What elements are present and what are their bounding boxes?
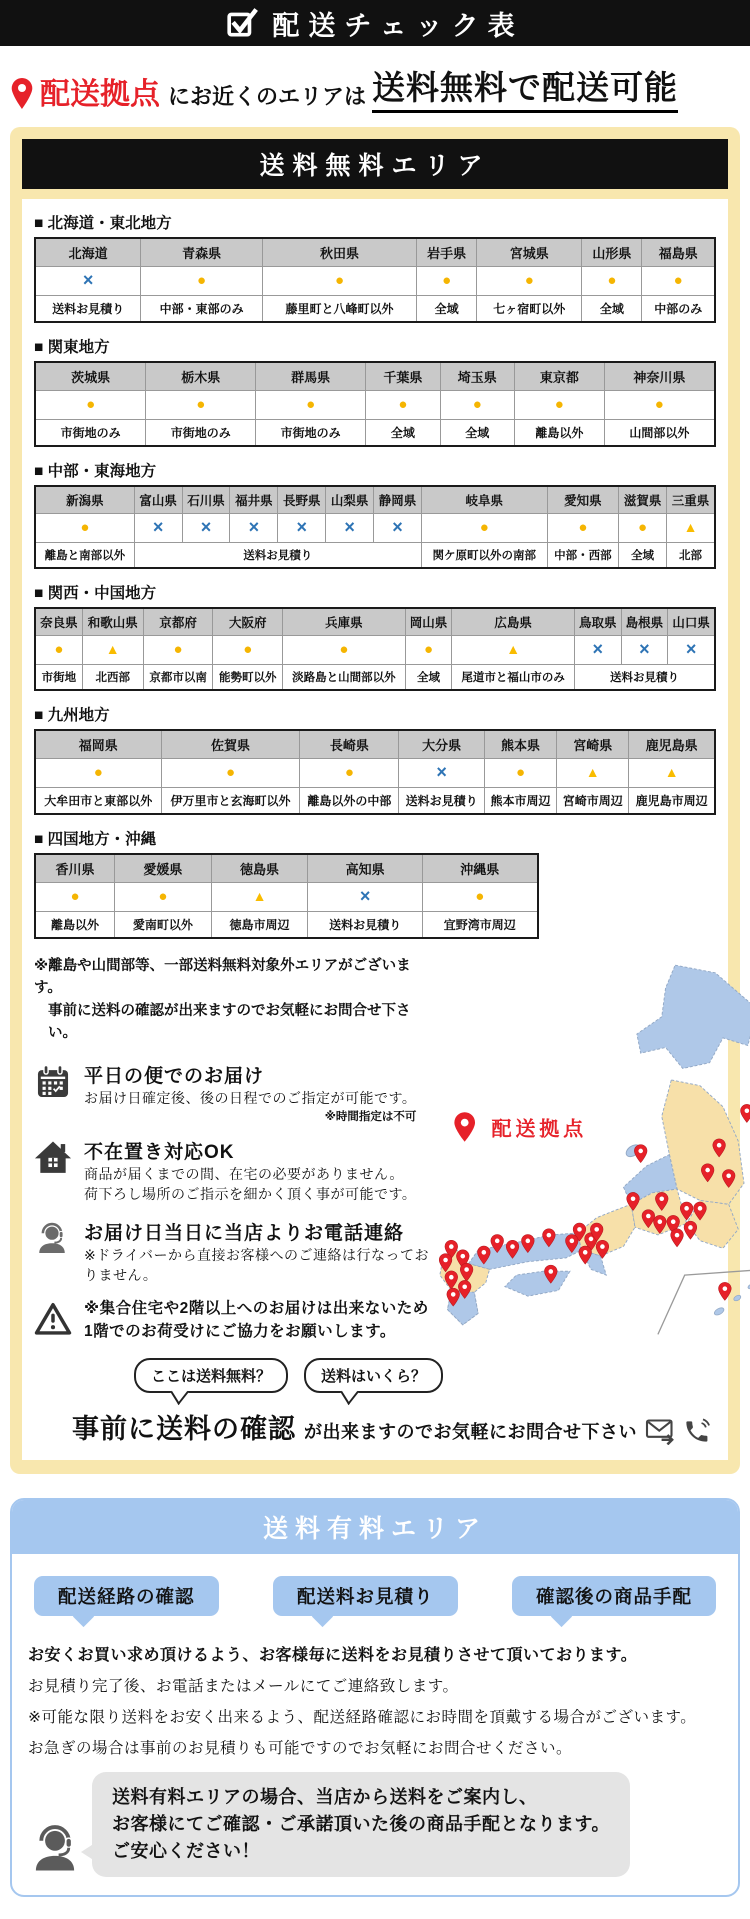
intro-highlight: 送料無料で配送可能 (372, 62, 678, 113)
area-note-cell: 離島以外の中部 (300, 788, 399, 815)
circle-mark: ● (70, 888, 80, 905)
area-note-cell: 京都市以南 (143, 665, 213, 691)
region-section (34, 335, 716, 447)
pref-header-cell: 滋賀県 (619, 486, 667, 514)
availability-mark-cell (82, 636, 143, 665)
cross-mark: × (296, 517, 307, 537)
availability-mark-cell (35, 883, 115, 912)
cross-mark: × (392, 517, 403, 537)
delivery-point-pin (741, 1104, 750, 1122)
availability-mark-cell (399, 759, 485, 788)
pref-header-cell: 高知県 (308, 854, 423, 883)
pref-header-cell: 愛媛県 (115, 854, 212, 883)
cross-mark: × (639, 639, 650, 659)
circle-mark: ● (472, 396, 482, 413)
pref-header-cell: 福岡県 (35, 730, 161, 759)
availability-mark-cell (621, 636, 668, 665)
circle-mark: ● (475, 888, 485, 905)
circle-mark: ● (86, 396, 96, 413)
area-note-cell: 送料お見積り (35, 296, 141, 323)
free-shipping-area-box (10, 127, 740, 1474)
feature-item (34, 1137, 436, 1205)
pref-header-cell: 愛知県 (547, 486, 618, 514)
cross-mark: × (200, 517, 212, 537)
availability-mark-cell (326, 514, 374, 543)
region-title: ■ 関西・中国地方 (34, 585, 157, 602)
region-title: ■ 関東地方 (34, 339, 110, 356)
pref-header-cell: 島根県 (621, 608, 668, 636)
availability-mark-cell (256, 391, 366, 420)
legend-pin-icon (454, 1112, 475, 1141)
triangle-mark: ▲ (664, 764, 679, 780)
area-note-cell: 北西部 (82, 665, 143, 691)
closing-line (34, 1407, 716, 1450)
area-note-cell: 中部・東部のみ (141, 296, 263, 323)
pref-header-cell: 奈良県 (35, 608, 82, 636)
area-note-cell: 送料お見積り (574, 665, 715, 691)
pref-header-cell: 岐阜県 (421, 486, 547, 514)
step-arrange: 確認後の商品手配 (512, 1576, 716, 1616)
area-note-cell: 離島と南部以外 (35, 543, 134, 569)
pref-header-cell: 三重県 (667, 486, 716, 514)
availability-mark-cell (619, 514, 667, 543)
feature-desc: ※集合住宅や2階以上へのお届けは出来ないため (84, 1300, 429, 1318)
area-note-cell: 離島以外 (35, 912, 115, 939)
area-note-cell: 市街地のみ (256, 420, 366, 447)
checkbox-icon (226, 7, 258, 39)
pref-header-cell: 福島県 (642, 238, 715, 267)
area-note-cell: 市街地のみ (35, 420, 146, 447)
circle-mark: ● (196, 396, 206, 413)
availability-mark-cell (452, 636, 575, 665)
triangle-mark: ▲ (252, 888, 267, 904)
region-title: ■ 四国地方・沖縄 (34, 831, 157, 848)
paid-line-2: お見積り完了後、お電話またはメールにてご連絡致します。 (28, 1678, 459, 1696)
area-note-cell: 中部・西部 (547, 543, 618, 569)
feature-item (34, 1298, 436, 1343)
availability-mark-cell (440, 391, 514, 420)
pref-header-cell: 香川県 (35, 854, 115, 883)
pref-header-cell: 富山県 (134, 486, 182, 514)
availability-mark-cell (262, 267, 416, 296)
availability-mark-cell (146, 391, 256, 420)
feature-desc: 1階でのお荷受けにご協力をお願いします。 (84, 1322, 396, 1340)
availability-mark-cell (642, 267, 715, 296)
region-section (34, 211, 716, 323)
circle-mark: ● (442, 272, 452, 289)
closing-rest: が出来ますのでお気軽にお問合せ下さい (304, 1422, 637, 1443)
intro-depot-label: 配送拠点 (40, 78, 160, 111)
availability-mark-cell (141, 267, 263, 296)
paid-line-3: ※可能な限り送料をお安く出来るよう、配送経路確認にお時間を頂戴する場合がございます。 (28, 1709, 697, 1727)
circle-mark: ● (673, 272, 683, 289)
pref-header-cell: 福井県 (230, 486, 278, 514)
japan-map (436, 951, 750, 1339)
availability-mark-cell (308, 883, 423, 912)
availability-mark-cell (515, 391, 605, 420)
availability-mark-cell (35, 267, 141, 296)
pref-header-cell: 山梨県 (326, 486, 374, 514)
availability-mark-cell (211, 883, 308, 912)
triangle-mark: ▲ (683, 519, 698, 535)
circle-mark: ● (524, 272, 534, 289)
pref-header-cell: 静岡県 (374, 486, 422, 514)
circle-mark: ● (344, 764, 354, 781)
delivery-point-pin (719, 1282, 732, 1300)
triangle-mark: ▲ (506, 641, 521, 657)
availability-mark-cell (421, 514, 547, 543)
availability-mark-cell (547, 514, 618, 543)
availability-mark-cell (230, 514, 278, 543)
mail-icon (645, 1417, 677, 1445)
pref-header-cell: 青森県 (141, 238, 263, 267)
circle-mark: ● (339, 641, 349, 658)
map-column (436, 951, 750, 1356)
paid-steps (34, 1576, 716, 1616)
area-note-cell: 能勢町以外 (213, 665, 283, 691)
intro-line (0, 46, 750, 127)
notes-and-map-row (34, 951, 716, 1356)
prefecture-table (34, 485, 716, 569)
availability-mark-cell (629, 759, 715, 788)
availability-mark-cell (278, 514, 326, 543)
availability-mark-cell (300, 759, 399, 788)
question-bubble-1: ここは送料無料？ (134, 1358, 288, 1393)
area-note-cell: 尾道市と福山市のみ (452, 665, 575, 691)
pref-header-cell: 岩手県 (417, 238, 477, 267)
availability-mark-cell (35, 759, 161, 788)
feature-desc: 商品が届くまでの間、在宅の必要がありません。 (84, 1166, 404, 1183)
footnote-line2: 事前に送料の確認が出来ますのでお気軽にお問合せ下さい。 (48, 1002, 411, 1042)
pref-header-cell: 宮城県 (477, 238, 582, 267)
availability-mark-cell (35, 636, 82, 665)
availability-mark-cell (557, 759, 629, 788)
pref-header-cell: 宮崎県 (557, 730, 629, 759)
feature-item (34, 1218, 436, 1286)
availability-mark-cell (574, 636, 621, 665)
availability-mark-cell (417, 267, 477, 296)
area-note-cell: 熊本市周辺 (484, 788, 556, 815)
footnote-line1: ※離島や山間部等、一部送料無料対象外エリアがございます。 (34, 958, 411, 997)
free-area-panel (22, 199, 728, 1460)
pref-header-cell: 和歌山県 (82, 608, 143, 636)
area-note-cell: 送料お見積り (134, 543, 421, 569)
operator-icon (28, 1821, 82, 1877)
prefecture-table (34, 853, 539, 939)
cross-mark: × (685, 639, 697, 659)
cross-mark: × (592, 639, 603, 659)
availability-mark-cell (668, 636, 715, 665)
area-note-cell: 送料お見積り (399, 788, 485, 815)
circle-mark: ● (554, 396, 564, 413)
area-note-cell: 全域 (366, 420, 440, 447)
pref-header-cell: 群馬県 (256, 362, 366, 391)
question-bubble-2: 送料はいくら？ (304, 1358, 443, 1393)
paid-line-1: お安くお買い求め頂けるよう、お客様毎に送料をお見積りさせて頂いております。 (28, 1647, 638, 1665)
speech-line-2: お客様にてご確認・ご承諾頂いた後の商品手配となります。 (112, 1814, 611, 1835)
paid-shipping-area-box (10, 1498, 740, 1897)
availability-mark-cell (35, 391, 146, 420)
area-note-cell: 全域 (582, 296, 642, 323)
pref-header-cell: 栃木県 (146, 362, 256, 391)
region-section (34, 703, 716, 815)
question-bubbles (134, 1358, 716, 1393)
availability-mark-cell (283, 636, 406, 665)
pref-header-cell: 岡山県 (405, 608, 452, 636)
pref-header-cell: 大阪府 (213, 608, 283, 636)
closing-strong: 事前に送料の確認 (72, 1414, 296, 1445)
speech-bubble (92, 1772, 630, 1877)
pref-header-cell: 佐賀県 (161, 730, 300, 759)
pref-header-cell: 千葉県 (366, 362, 440, 391)
intro-mid-text: にお近くのエリアは (168, 84, 367, 109)
pref-header-cell: 秋田県 (262, 238, 416, 267)
notes-column (34, 951, 436, 1356)
area-note-cell: 中部のみ (642, 296, 715, 323)
availability-mark-cell (35, 514, 134, 543)
feature-subnote: ※時間指定は不可 (324, 1111, 417, 1124)
delivery-point-pin (634, 1145, 647, 1163)
paid-area-title: 送料有料エリア (12, 1500, 738, 1554)
feature-title: 平日の便でのお届け (84, 1065, 265, 1087)
pref-header-cell: 石川県 (182, 486, 230, 514)
area-note-cell: 伊万里市と玄海町以外 (161, 788, 300, 815)
cross-mark: × (359, 886, 371, 906)
availability-mark-cell (374, 514, 422, 543)
pref-header-cell: 鳥取県 (574, 608, 621, 636)
pref-header-cell: 京都府 (143, 608, 213, 636)
pref-header-cell: 長崎県 (300, 730, 399, 759)
region-section (34, 827, 716, 939)
triangle-mark: ▲ (105, 641, 120, 657)
free-area-footnote (34, 955, 436, 1045)
pref-header-cell: 熊本県 (484, 730, 556, 759)
area-note-cell: 北部 (667, 543, 716, 569)
delivery-point-pin (684, 1221, 697, 1239)
availability-mark-cell (182, 514, 230, 543)
house-icon (34, 1137, 74, 1177)
area-note-cell: 愛南町以外 (115, 912, 212, 939)
region-title: ■ 中部・東海地方 (34, 463, 157, 480)
map-pin-icon (10, 77, 34, 111)
legend-label: 配送拠点 (491, 1118, 588, 1141)
service-features (34, 1061, 436, 1343)
area-note-cell: 山間部以外 (604, 420, 715, 447)
pref-header-cell: 茨城県 (35, 362, 146, 391)
area-note-cell: 宜野湾市周辺 (422, 912, 537, 939)
availability-mark-cell (213, 636, 283, 665)
circle-mark: ● (197, 272, 207, 289)
area-note-cell: 市街地 (35, 665, 82, 691)
pref-header-cell: 徳島県 (211, 854, 308, 883)
availability-mark-cell (115, 883, 212, 912)
circle-mark: ● (54, 641, 64, 658)
availability-mark-cell (477, 267, 582, 296)
delivery-point-pin (671, 1229, 684, 1247)
area-note-cell: 鹿児島市周辺 (629, 788, 715, 815)
area-note-cell: 徳島市周辺 (211, 912, 308, 939)
area-note-cell: 送料お見積り (308, 912, 423, 939)
area-note-cell: 全域 (440, 420, 514, 447)
speech-line-1: 送料有料エリアの場合、当店から送料をご案内し、 (112, 1787, 538, 1808)
feature-title: 不在置き対応OK (84, 1142, 235, 1164)
circle-mark: ● (80, 519, 90, 536)
feature-desc: ※ドライバーから直接お客様へのご連絡は行なっておりません。 (84, 1246, 430, 1284)
area-note-cell: 七ヶ宿町以外 (477, 296, 582, 323)
availability-mark-cell (134, 514, 182, 543)
area-note-cell: 全域 (619, 543, 667, 569)
free-area-title: 送料無料エリア (22, 139, 728, 189)
pref-header-cell: 沖縄県 (422, 854, 537, 883)
pref-header-cell: 長野県 (278, 486, 326, 514)
map-legend (454, 1112, 587, 1141)
pref-header-cell: 大分県 (399, 730, 485, 759)
pref-header-cell: 新潟県 (35, 486, 134, 514)
region-section (34, 459, 716, 569)
paid-description (28, 1642, 722, 1758)
circle-mark: ● (243, 641, 253, 658)
step-route-check: 配送経路の確認 (34, 1576, 219, 1616)
feature-item (34, 1061, 436, 1124)
prefecture-table (34, 237, 716, 323)
availability-mark-cell (161, 759, 300, 788)
cross-mark: × (152, 517, 164, 537)
pref-header-cell: 北海道 (35, 238, 141, 267)
availability-mark-cell (405, 636, 452, 665)
availability-mark-cell (143, 636, 213, 665)
operator-speech (28, 1772, 722, 1877)
calendar-icon (34, 1061, 74, 1101)
pref-header-cell: 東京都 (515, 362, 605, 391)
circle-mark: ● (306, 396, 316, 413)
feature-desc: 荷下ろし場所のご指示を細かく頂く事が可能です。 (84, 1186, 417, 1203)
feature-desc: お届け日確定後、後の日程でのご指定が可能です。 (84, 1089, 417, 1106)
pref-header-cell: 埼玉県 (440, 362, 514, 391)
cross-mark: × (248, 517, 260, 537)
cross-mark: × (82, 270, 94, 290)
availability-mark-cell (667, 514, 716, 543)
circle-mark: ● (398, 396, 408, 413)
region-section (34, 581, 716, 691)
circle-mark: ● (158, 888, 168, 905)
pref-header-cell: 広島県 (452, 608, 575, 636)
area-note-cell: 全域 (405, 665, 452, 691)
page-header (0, 0, 750, 46)
circle-mark: ● (607, 272, 617, 289)
circle-mark: ● (654, 396, 664, 413)
circle-mark: ● (423, 641, 434, 658)
prefecture-table (34, 607, 716, 691)
triangle-mark: ▲ (585, 764, 600, 780)
pref-header-cell: 神奈川県 (604, 362, 715, 391)
circle-mark: ● (226, 764, 236, 781)
circle-mark: ● (578, 519, 588, 536)
circle-mark: ● (479, 519, 489, 536)
area-note-cell: 藤里町と八峰町以外 (262, 296, 416, 323)
speech-line-3: ご安心ください！ (112, 1841, 260, 1862)
pref-header-cell: 山形県 (582, 238, 642, 267)
area-note-cell: 全域 (417, 296, 477, 323)
circle-mark: ● (173, 641, 183, 658)
prefecture-table (34, 361, 716, 447)
operator-icon (34, 1218, 74, 1256)
phone-icon (683, 1418, 710, 1445)
circle-mark: ● (638, 519, 648, 536)
area-note-cell: 関ケ原町以外の南部 (421, 543, 547, 569)
availability-mark-cell (484, 759, 556, 788)
page-title: 配送チェック表 (272, 10, 524, 41)
area-note-cell: 大牟田市と東部以外 (35, 788, 161, 815)
circle-mark: ● (515, 764, 526, 781)
pref-header-cell: 鹿児島県 (629, 730, 715, 759)
cross-mark: × (344, 517, 355, 537)
area-note-cell: 離島以外 (515, 420, 605, 447)
area-note-cell: 市街地のみ (146, 420, 256, 447)
cross-mark: × (436, 762, 447, 782)
circle-mark: ● (93, 764, 103, 781)
region-title: ■ 九州地方 (34, 707, 110, 724)
region-tables (34, 211, 716, 939)
availability-mark-cell (604, 391, 715, 420)
paid-line-4: お急ぎの場合は事前のお見積りも可能ですのでお気軽にお問合せください。 (28, 1740, 573, 1758)
feature-title: お届け日当日に当店よりお電話連絡 (84, 1222, 405, 1244)
area-note-cell: 淡路島と山間部以外 (283, 665, 406, 691)
pref-header-cell: 兵庫県 (283, 608, 406, 636)
pref-header-cell: 山口県 (668, 608, 715, 636)
availability-mark-cell (366, 391, 440, 420)
region-title: ■ 北海道・東北地方 (34, 215, 172, 232)
step-quote: 配送料お見積り (273, 1576, 458, 1616)
availability-mark-cell (582, 267, 642, 296)
circle-mark: ● (334, 272, 344, 289)
prefecture-table (34, 729, 716, 815)
area-note-cell: 宮崎市周辺 (557, 788, 629, 815)
availability-mark-cell (422, 883, 537, 912)
warning-icon (34, 1298, 74, 1338)
